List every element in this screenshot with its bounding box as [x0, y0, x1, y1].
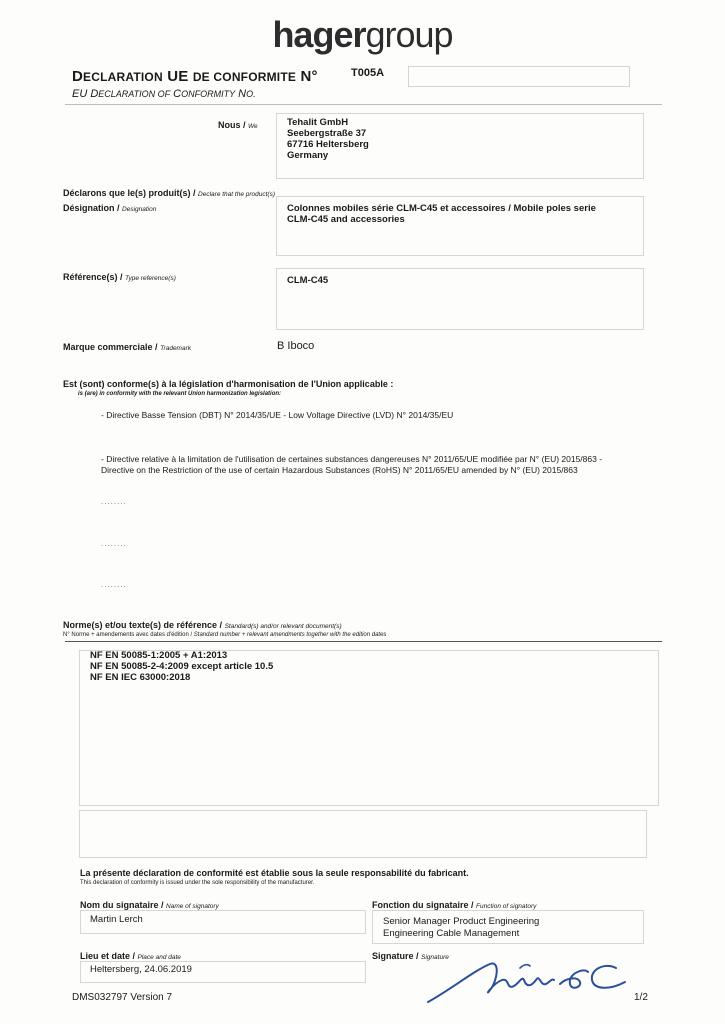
responsibility-en: This declaration of conformity is issued under the sole responsibility of the manufacturer. — [80, 880, 315, 886]
address-line: Seebergstraße 37 — [287, 128, 367, 139]
subtitle-part: N — [235, 88, 247, 100]
directive-rohs-en: Directive on the Restriction of the use of certain Hazardous Substances (RoHS) N° 2011/65/EU amended by N° (EU) 2015/863 — [101, 465, 578, 475]
reference-box — [276, 268, 644, 330]
logo-group: group — [365, 14, 453, 55]
page-number: 1/2 — [634, 992, 648, 1003]
title-part: N° — [296, 68, 318, 85]
function-line: Senior Manager Product Engineering — [383, 916, 540, 927]
standard-item: NF EN 50085-2-4:2009 except article 10.5 — [90, 661, 274, 672]
title-part: UE — [162, 68, 193, 85]
signature-stroke — [560, 970, 588, 987]
signature-stroke — [592, 966, 625, 988]
legislation-heading-en: is (are) in conformity with the relevant Union harmonization legislation: — [78, 391, 282, 397]
designation-label-en: Designation — [122, 206, 157, 213]
hager-group-logo — [0, 14, 725, 56]
placeholder-dots: ........ — [101, 580, 127, 589]
signature-stroke — [428, 963, 554, 1002]
place-label-fr: Lieu et date / — [80, 951, 136, 961]
signature-label-fr: Signature / — [372, 951, 419, 961]
standard-item: NF EN 50085-1:2005 + A1:2013 — [90, 650, 228, 661]
legislation-heading: Est (sont) conforme(s) à la législation d'harmonisation de l'Union applicable : — [63, 379, 394, 389]
reference-label-fr: Référence(s) / — [63, 272, 123, 282]
trademark-label-en: Trademark — [160, 345, 192, 352]
subtitle-part: O. — [246, 89, 256, 99]
address-line: Tehalit GmbH — [287, 117, 349, 128]
trademark-label — [63, 342, 191, 352]
declaration-title — [72, 68, 318, 85]
place-date-label — [80, 951, 181, 961]
subtitle-part: EU D — [72, 88, 99, 100]
nous-label-en: We — [248, 123, 258, 130]
subtitle-part: ECLARATION OF — [98, 89, 171, 99]
name-label-en: Name of signatory — [166, 903, 219, 910]
placeholder-dots: ........ — [101, 539, 127, 548]
trademark-value: B Iboco — [277, 340, 315, 352]
place-date: Heltersberg, 24.06.2019 — [90, 964, 192, 975]
address-line: Germany — [287, 150, 329, 161]
title-part: DE CONFORMITE — [192, 70, 297, 84]
signature-label-en: Signature — [421, 954, 449, 961]
address-line: 67716 Heltersberg — [287, 139, 369, 150]
nous-label — [218, 120, 258, 130]
declaration-number: T005A — [351, 67, 385, 79]
standards-list — [90, 650, 273, 683]
trademark-label-fr: Marque commerciale / — [63, 342, 158, 352]
responsibility-fr: La présente déclaration de conformité est établie sous la seule responsabilité du fabricant. — [80, 868, 469, 878]
additional-info-box — [79, 810, 647, 858]
signatory-function — [383, 916, 539, 940]
signatory-name-label — [80, 900, 219, 910]
standards-heading — [63, 620, 342, 630]
declaration-number-box — [408, 66, 630, 87]
designation-label — [63, 203, 156, 213]
signatory-name: Martin Lerch — [90, 914, 143, 925]
signature-stroke — [520, 965, 530, 968]
standards-subheading-en: Standard number + relevant amendments together with the edition dates — [193, 632, 387, 638]
subtitle-part: C — [170, 88, 182, 100]
standards-heading-fr: Norme(s) et/ou texte(s) de référence / — [63, 620, 223, 630]
nous-label-fr: Nous / — [218, 120, 246, 130]
declaration-subtitle — [72, 88, 256, 100]
designation-label-fr: Désignation / — [63, 203, 120, 213]
directive-lvd: - Directive Basse Tension (DBT) N° 2014/35/UE - Low Voltage Directive (LVD) N° 2014/35/EU — [101, 410, 454, 420]
manufacturer-address — [287, 117, 369, 161]
place-label-en: Place and date — [137, 954, 181, 961]
standards-subheading-fr: N° Norme + amendements avec dates d'édition / — [63, 632, 193, 638]
logo-hager: hager — [272, 14, 366, 55]
standard-item: NF EN IEC 63000:2018 — [90, 672, 191, 683]
designation-line: Colonnes mobiles série CLM-C45 et accessoires / Mobile poles serie — [287, 203, 596, 214]
signatory-function-label — [372, 900, 536, 910]
function-label-fr: Fonction du signataire / — [372, 900, 474, 910]
handwritten-signature — [420, 950, 640, 1010]
designation-value — [287, 203, 596, 225]
standards-subheading — [63, 632, 386, 638]
designation-line: CLM-C45 and accessories — [287, 214, 405, 225]
subtitle-part: ONFORMITY — [181, 89, 236, 99]
declare-label-fr: Déclarons que le(s) produit(s) / — [63, 188, 196, 198]
title-part: D — [72, 68, 84, 85]
title-part: ECLARATION — [83, 70, 163, 84]
function-label-en: Function of signatory — [476, 903, 537, 910]
declare-label-en: Declare that the product(s) — [198, 191, 275, 198]
standards-heading-en: Standard(s) and/or relevant document(s) — [224, 623, 342, 630]
function-line: Engineering Cable Management — [383, 928, 520, 939]
name-label-fr: Nom du signataire / — [80, 900, 164, 910]
reference-label-en: Type reference(s) — [125, 275, 176, 282]
reference-value: CLM-C45 — [287, 275, 329, 286]
placeholder-dots: ........ — [101, 497, 127, 506]
reference-label — [63, 272, 176, 282]
standards-divider — [65, 641, 662, 642]
declare-products-label — [63, 188, 275, 198]
directive-rohs-fr: - Directive relative à la limitation de l'utilisation de certaines substances dangereuses N° 2011/65/UE modifiée par N° (EU) 2015/863 - — [101, 454, 603, 464]
divider — [65, 104, 662, 105]
document-id: DMS032797 Version 7 — [72, 992, 173, 1003]
